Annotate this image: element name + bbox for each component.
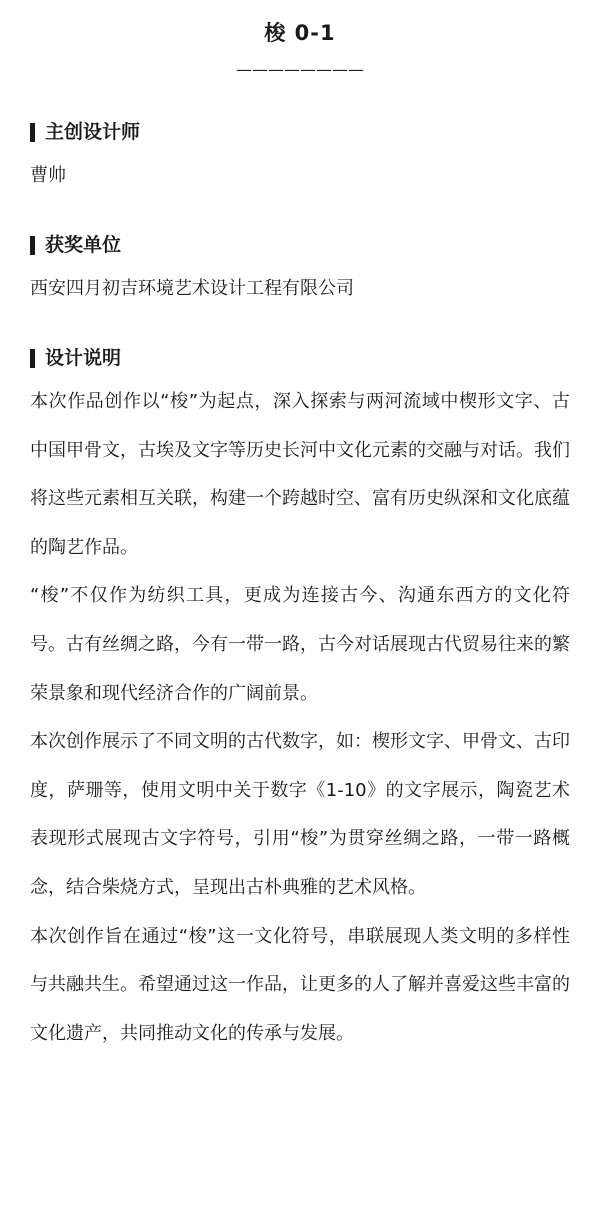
heading-bar-icon (30, 236, 35, 255)
description-paragraph: 本次创作旨在通过“梭”这一文化符号，串联展现人类文明的多样性与共融共生。希望通过这一作品，让更多的人了解并喜爱这些丰富的文化遗产，共同推动文化的传承与发展。 (30, 925, 570, 1044)
section-heading-label: 获奖单位 (45, 234, 122, 256)
section-heading-label: 设计说明 (45, 347, 122, 369)
design-description (30, 378, 570, 1058)
heading-bar-icon (30, 123, 35, 142)
description-paragraph: “梭”不仅作为纺织工具，更成为连接古今、沟通东西方的文化符号。古有丝绸之路，今有一带一路，古今对话展现古代贸易往来的繁荣景象和现代经济合作的广阔前景。 (30, 585, 570, 704)
description-paragraph: 本次作品创作以“梭”为起点，深入探索与两河流域中楔形文字、古中国甲骨文，古埃及文字等历史长河中文化元素的交融与对话。我们将这些元素相互关联，构建一个跨越时空、富有历史纵深和文化底蕴的陶艺作品。 (30, 391, 570, 558)
description-paragraph: 本次创作展示了不同文明的古代数字，如：楔形文字、甲骨文、古印度，萨珊等，使用文明中关于数字《1-10》的文字展示，陶瓷艺术表现形式展现古文字符号，引用“梭”为贯穿丝绸之路，一带一路概念，结合柴烧方式，呈现出古朴典雅的艺术风格。 (30, 731, 570, 898)
heading-bar-icon (30, 349, 35, 368)
section-heading-designer (30, 118, 570, 146)
section-heading-award-unit (30, 231, 570, 259)
title-divider: ———————— (236, 60, 364, 79)
award-unit-name: 西安四月初吉环境艺术设计工程有限公司 (30, 278, 354, 299)
section-heading-label: 主创设计师 (45, 121, 141, 143)
designer-name: 曹帅 (30, 165, 66, 186)
page-title: 梭 0-1 (264, 21, 336, 45)
section-heading-description (30, 344, 570, 372)
